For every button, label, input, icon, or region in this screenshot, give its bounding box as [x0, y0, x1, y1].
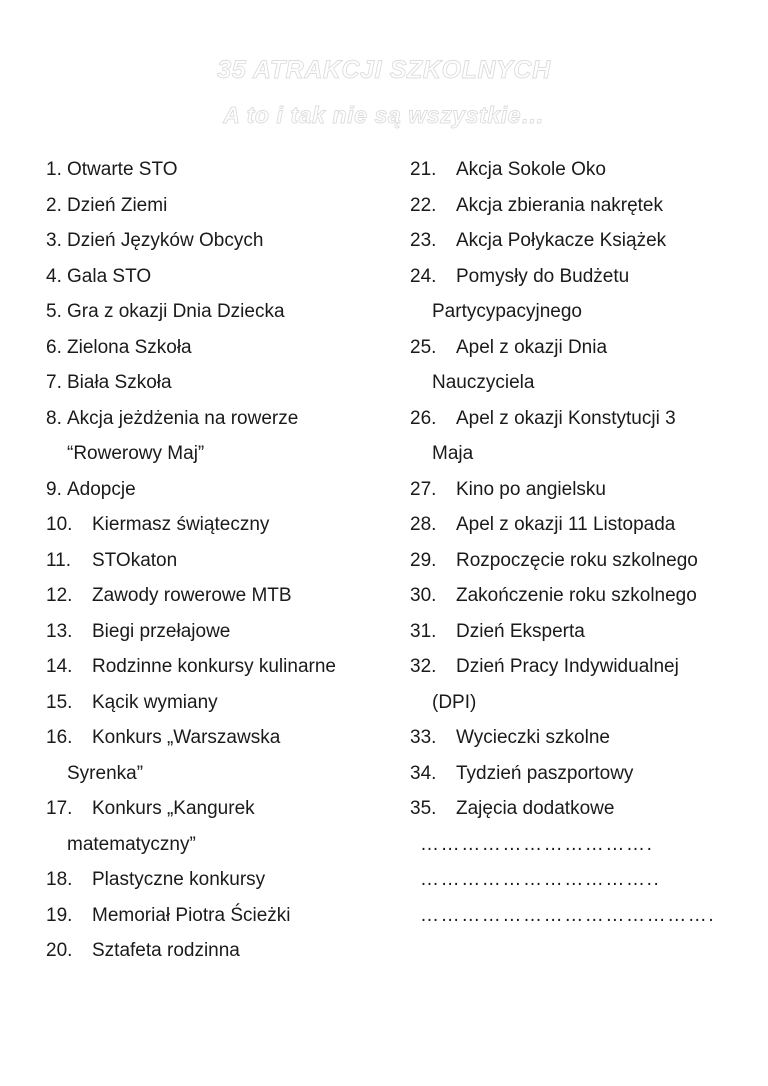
list-item-label: Apel z okazji Konstytucji 3	[456, 407, 676, 429]
list-item-label: Zakończenie roku szkolnego	[456, 585, 697, 606]
list-item-number: 14.	[46, 656, 73, 677]
dotted-blank-line: ……………………………..	[420, 869, 661, 890]
list-item-number: 24.	[410, 265, 437, 287]
list-item	[46, 188, 396, 224]
list-item	[46, 223, 396, 259]
list-item	[410, 507, 750, 543]
list-item-number: 29.	[410, 549, 437, 571]
list-item-label: Syrenka”	[67, 762, 144, 784]
list-item-continuation	[46, 827, 396, 863]
list-item-label: Biała Szkoła	[67, 372, 172, 393]
list-item-label: Pomysły do Budżetu	[456, 265, 630, 287]
list-item-number: 32.	[410, 656, 437, 677]
list-item	[46, 330, 396, 366]
list-item	[46, 259, 396, 295]
list-item-continuation	[410, 436, 750, 472]
list-item	[410, 472, 750, 508]
list-item-number: 19.	[46, 904, 73, 926]
list-item-label: Konkurs „Kangurek	[92, 798, 255, 819]
list-item	[410, 756, 750, 792]
list-item	[410, 188, 750, 224]
list-item	[410, 330, 750, 366]
list-item-label: (DPI)	[432, 691, 477, 713]
list-item-continuation	[46, 756, 396, 792]
list-item-number: 13.	[46, 620, 73, 642]
list-item-label: Akcja jeżdżenia na rowerze	[67, 407, 299, 429]
document-title-block	[0, 58, 768, 127]
list-item	[410, 259, 750, 295]
list-item-number: 5.	[46, 301, 62, 322]
dotted-blank-line: …………………………………….	[420, 904, 716, 926]
list-item-label: Akcja Sokole Oko	[456, 159, 606, 180]
list-item-number: 20.	[46, 940, 73, 961]
list-item-number: 4.	[46, 265, 62, 287]
list-item	[46, 933, 396, 969]
list-item-label: Zajęcia dodatkowe	[456, 798, 615, 819]
list-item-number: 8.	[46, 407, 62, 429]
list-item-continuation	[410, 365, 750, 401]
list-item-label: “Rowerowy Maj”	[67, 443, 205, 464]
list-item-label: Dzień Eksperta	[456, 620, 585, 642]
page-title: 35 ATRAKCJI SZKOLNYCH	[217, 56, 551, 84]
list-item-number: 7.	[46, 372, 62, 393]
list-item-number: 26.	[410, 407, 437, 429]
list-item-number: 25.	[410, 336, 437, 358]
list-item-continuation	[410, 294, 750, 330]
list-item-number: 1.	[46, 159, 62, 180]
list-item-number: 16.	[46, 727, 73, 748]
list-item	[46, 685, 396, 721]
list-item-label: Sztafeta rodzinna	[92, 940, 240, 961]
list-item-label: Konkurs „Warszawska	[92, 727, 281, 748]
list-item-label: Partycypacyjnego	[432, 301, 582, 322]
list-item	[46, 543, 396, 579]
list-item	[410, 791, 750, 827]
list-item-label: Dzień Języków Obcych	[67, 230, 264, 251]
list-item-label: Rodzinne konkursy kulinarne	[92, 656, 336, 677]
list-item	[46, 294, 396, 330]
list-item	[46, 720, 396, 756]
dotted-blank-line: …………………………….	[420, 833, 654, 855]
list-item-label: Apel z okazji 11 Listopada	[456, 514, 676, 535]
list-item-label: Kiermasz świąteczny	[92, 514, 270, 535]
list-item-number: 3.	[46, 230, 62, 251]
list-item	[410, 720, 750, 756]
list-item-label: Dzień Pracy Indywidualnej	[456, 656, 679, 677]
list-item-number: 31.	[410, 620, 437, 642]
list-item	[46, 578, 396, 614]
list-item-label: Otwarte STO	[67, 159, 178, 180]
list-item	[46, 365, 396, 401]
list-item-number: 2.	[46, 194, 62, 216]
list-item-number: 28.	[410, 514, 437, 535]
list-item-label: Apel z okazji Dnia	[456, 336, 608, 358]
page-subtitle: A to i tak nie są wszystkie…	[223, 102, 545, 128]
list-item-number: 6.	[46, 336, 62, 358]
list-item-number: 23.	[410, 230, 437, 251]
list-item	[410, 649, 750, 685]
list-item-label: Rozpoczęcie roku szkolnego	[456, 549, 698, 571]
list-item-label: Biegi przełajowe	[92, 620, 231, 642]
list-item	[410, 578, 750, 614]
list-item	[46, 401, 396, 437]
list-item-label: Memoriał Piotra Ścieżki	[92, 904, 291, 926]
list-item-label: Nauczyciela	[432, 372, 535, 393]
list-item-number: 17.	[46, 798, 73, 819]
list-item	[410, 543, 750, 579]
list-item-continuation	[46, 436, 396, 472]
list-item	[46, 507, 396, 543]
list-item-number: 33.	[410, 727, 437, 748]
list-item-label: matematyczny”	[67, 833, 196, 855]
list-item-number: 15.	[46, 691, 73, 713]
list-item-label: Plastyczne konkursy	[92, 869, 266, 890]
list-item-label: Zawody rowerowe MTB	[92, 585, 292, 606]
list-item-label: Gra z okazji Dnia Dziecka	[67, 301, 285, 322]
list-item-number: 22.	[410, 194, 437, 216]
list-item-label: Adopcje	[67, 478, 136, 500]
list-item-label: Tydzień paszportowy	[456, 762, 634, 784]
list-item	[410, 401, 750, 437]
list-item-number: 12.	[46, 585, 73, 606]
list-item-label: Maja	[432, 443, 474, 464]
list-item-number: 30.	[410, 585, 437, 606]
list-item-label: Kącik wymiany	[92, 691, 218, 713]
list-item-label: Zielona Szkoła	[67, 336, 192, 358]
attractions-list-right	[410, 152, 750, 933]
list-item	[46, 862, 396, 898]
list-item-label: Gala STO	[67, 265, 152, 287]
list-item	[46, 898, 396, 934]
attractions-list-left	[46, 152, 396, 969]
list-item-number: 21.	[410, 159, 437, 180]
list-item-label: Wycieczki szkolne	[456, 727, 610, 748]
list-item	[46, 791, 396, 827]
list-item-label: Akcja Połykacze Książek	[456, 230, 667, 251]
list-item-label: STOkaton	[92, 549, 178, 571]
list-item-number: 35.	[410, 798, 437, 819]
list-item-label: Kino po angielsku	[456, 478, 606, 500]
list-item	[46, 152, 396, 188]
list-item-number: 9.	[46, 478, 62, 500]
list-item-label: Akcja zbierania nakrętek	[456, 194, 663, 216]
list-item-number: 18.	[46, 869, 73, 890]
list-item-number: 27.	[410, 478, 437, 500]
list-item-number: 34.	[410, 762, 437, 784]
list-item-label: Dzień Ziemi	[67, 194, 168, 216]
list-item-number: 10.	[46, 514, 73, 535]
list-item	[46, 649, 396, 685]
list-item-continuation	[410, 685, 750, 721]
list-item	[46, 614, 396, 650]
list-item	[46, 472, 396, 508]
list-item	[410, 223, 750, 259]
list-item-number: 11.	[46, 549, 72, 571]
list-item	[410, 614, 750, 650]
list-item	[410, 152, 750, 188]
